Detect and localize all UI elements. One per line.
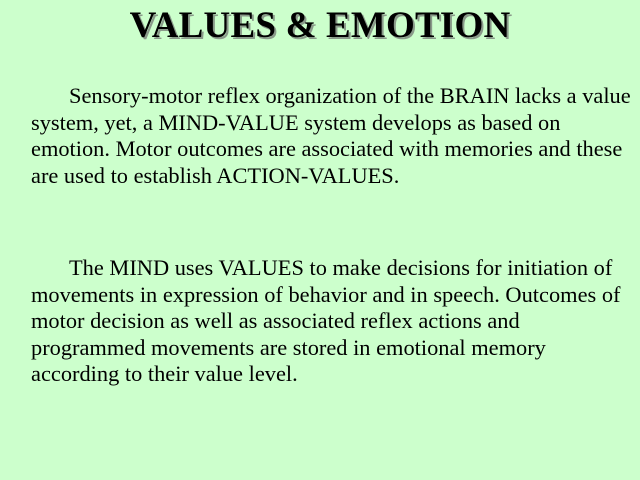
body-paragraph-brain-values: Sensory-motor reflex organization of the BRAIN lacks a value system, yet, a MIND-VALUE system develops as based on emotion. Motor outcomes are associated with memories and these are used to establish ACTION-VALUES. — [31, 83, 631, 188]
body-paragraph-mind-values: The MIND uses VALUES to make decisions for initiation of movements in expression of behavior and in speech. Outcomes of motor decision as well as associated reflex actions and programmed movements are stored in emotional memory according to their value level. — [31, 255, 621, 387]
slide-title: VALUES & EMOTION — [129, 5, 511, 46]
